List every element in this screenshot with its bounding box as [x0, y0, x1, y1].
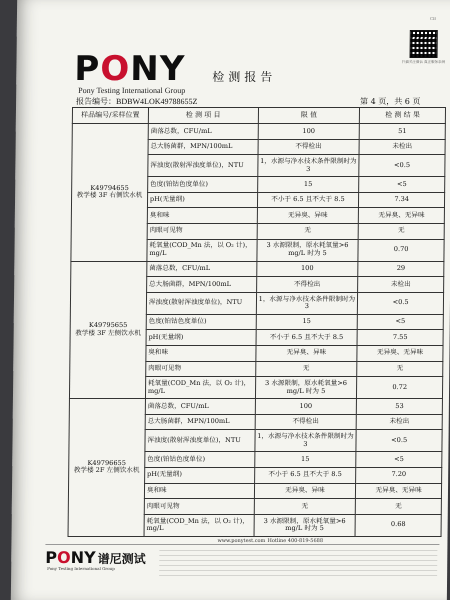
corner-code: CB [429, 16, 436, 21]
page-number: 第 4 页，共 6 页 [360, 97, 421, 106]
header-limit: 限 值 [258, 108, 360, 124]
result-cell: 29 [358, 261, 444, 277]
result-cell: 7.55 [357, 330, 443, 346]
item-cell: 菌落总数，CFU/mL [145, 399, 255, 415]
limit-cell: 1，水源与净水技术条件限制时为 3 [257, 155, 359, 177]
item-cell: 肉眼可见物 [147, 223, 257, 239]
result-cell: 0.68 [355, 514, 441, 536]
footer-divider [45, 544, 439, 545]
item-cell: 耗氧量(COD_Mn 法，以 O₂ 计)，mg/L [147, 239, 257, 261]
sample-location: 教学楼 3F 左侧饮水机 [75, 328, 141, 337]
item-cell: 色度(铂钴色度单位) [147, 177, 257, 193]
limit-cell: 不得检出 [255, 414, 357, 430]
footer-logo: PONY 谱尼测试 [45, 548, 146, 567]
item-cell: pH(无量纲) [147, 192, 257, 208]
result-cell: <5 [359, 177, 445, 193]
limit-cell: 不小于 6.5 且不大于 8.5 [256, 330, 358, 346]
item-cell: 臭和味 [147, 208, 257, 224]
item-cell: 色度(铂钴色度单位) [145, 452, 255, 468]
sample-id: K49795655 [88, 321, 128, 330]
footer-logo-cn: 谱尼测试 [97, 552, 146, 566]
limit-cell: 15 [254, 452, 356, 468]
item-cell: 总大肠菌群，MPN/100mL [148, 139, 258, 155]
result-cell: 无 [358, 223, 444, 239]
item-cell: 肉眼可见物 [144, 499, 254, 515]
item-cell: 总大肠菌群，MPN/100mL [145, 414, 255, 430]
limit-cell: 不得检出 [256, 277, 358, 293]
result-cell: 53 [357, 399, 443, 415]
item-cell: pH(无量纲) [144, 467, 254, 483]
logo-subtitle: Pony Testing International Group [78, 86, 186, 95]
result-cell: 无异臭、无异味 [357, 345, 443, 361]
limit-cell: 3 水源限制，原水耗氧量>6 mg/L 时为 5 [255, 377, 357, 399]
sample-cell [68, 399, 145, 537]
item-cell: 浑浊度(散射浑浊度单位)，NTU [145, 430, 255, 452]
item-cell: 菌落总数，CFU/mL [147, 261, 257, 277]
table-body [68, 124, 445, 537]
header-result: 检 测 结 果 [360, 108, 446, 124]
item-cell: 肉眼可见物 [146, 361, 256, 377]
limit-cell: 无异臭、异味 [255, 345, 357, 361]
header-item: 检 测 项 目 [148, 108, 258, 124]
header-sample: 样品编号/采样位置 [72, 108, 148, 124]
limit-cell: 1，水源与净水技术条件限制时为 3 [256, 292, 358, 314]
result-cell: 无 [356, 499, 442, 515]
result-cell: 无 [357, 361, 443, 377]
pony-logo: PONY [74, 49, 186, 89]
result-cell: <5 [357, 314, 443, 330]
table-row [71, 261, 444, 277]
item-cell: 耗氧量(COD_Mn 法，以 O₂ 计)，mg/L [144, 514, 254, 536]
limit-cell: 3 水源限制，原水耗氧量>6 mg/L 时为 5 [257, 239, 359, 261]
limit-cell: 无异臭、异味 [257, 208, 359, 224]
qr-caption: 扫描关注微信 真正服务亲测 [401, 60, 446, 64]
sample-cell [69, 261, 146, 399]
sample-id: K49796655 [87, 458, 127, 467]
results-table [68, 107, 446, 537]
item-cell: 总大肠菌群，MPN/100mL [146, 277, 256, 293]
limit-cell: 100 [256, 261, 358, 277]
result-cell: 0.72 [357, 377, 443, 399]
limit-cell: 15 [256, 314, 358, 330]
item-cell: 臭和味 [144, 483, 254, 499]
table-row [72, 124, 445, 140]
limit-cell: 无 [257, 223, 359, 239]
result-cell: <0.5 [356, 430, 442, 452]
report-number: 报告编号：BDBW4LOK49788655Z [76, 97, 198, 106]
sample-location: 教学楼 2F 左侧饮水机 [73, 466, 140, 475]
result-cell: 无异臭、无异味 [356, 483, 442, 499]
qr-code-icon [410, 30, 438, 58]
limit-cell: 无异臭、异味 [254, 483, 356, 499]
limit-cell: 不小于 6.5 且不大于 8.5 [257, 192, 359, 208]
footer-addresses [159, 546, 437, 578]
item-cell: 浑浊度(散射浑浊度单位)，NTU [146, 292, 256, 314]
result-cell: 未检出 [359, 139, 445, 155]
sample-cell [71, 124, 148, 262]
sample-id: K49794655 [90, 183, 129, 192]
result-cell: <0.5 [358, 292, 444, 314]
footer-logo-subtitle: Pony Testing International Group [47, 566, 115, 571]
result-cell: 无异臭、无异味 [359, 208, 445, 224]
limit-cell: 1，水源与净水技术条件限制时为 3 [255, 430, 357, 452]
item-cell: 浑浊度(散射浑浊度单位)，NTU [148, 155, 258, 177]
item-cell: 菌落总数，CFU/mL [148, 124, 258, 140]
item-cell: 耗氧量(COD_Mn 法，以 O₂ 计)，mg/L [145, 377, 255, 399]
item-cell: 臭和味 [146, 345, 256, 361]
limit-cell: 无 [255, 361, 357, 377]
result-cell: 未检出 [358, 277, 444, 293]
limit-cell: 不小于 6.5 且不大于 8.5 [254, 467, 356, 483]
item-cell: 色度(铂钴色度单位) [146, 314, 256, 330]
item-cell: pH(无量纲) [146, 330, 256, 346]
result-cell: 51 [359, 124, 445, 140]
result-cell: 未检出 [356, 414, 442, 430]
report-page [11, 0, 450, 600]
limit-cell: 不得检出 [258, 139, 360, 155]
result-cell: <0.5 [359, 155, 445, 177]
report-title: 检测报告 [212, 70, 277, 84]
result-cell: 7.20 [356, 467, 442, 483]
limit-cell: 100 [255, 399, 357, 415]
result-cell: 0.70 [358, 239, 444, 261]
footer-website: www.ponytest.com [217, 538, 266, 544]
table-row [69, 399, 442, 415]
limit-cell: 3 水源限制，原水耗氧量>6 mg/L 时为 5 [254, 514, 356, 536]
limit-cell: 100 [258, 124, 360, 140]
result-cell: 7.34 [359, 192, 445, 208]
sample-location: 教学楼 3F 右侧饮水机 [76, 191, 143, 200]
footer-hotline: Hotline 400-819-5688 [267, 538, 324, 544]
limit-cell: 15 [257, 177, 359, 193]
limit-cell: 无 [254, 499, 356, 515]
result-cell: <5 [356, 452, 442, 468]
